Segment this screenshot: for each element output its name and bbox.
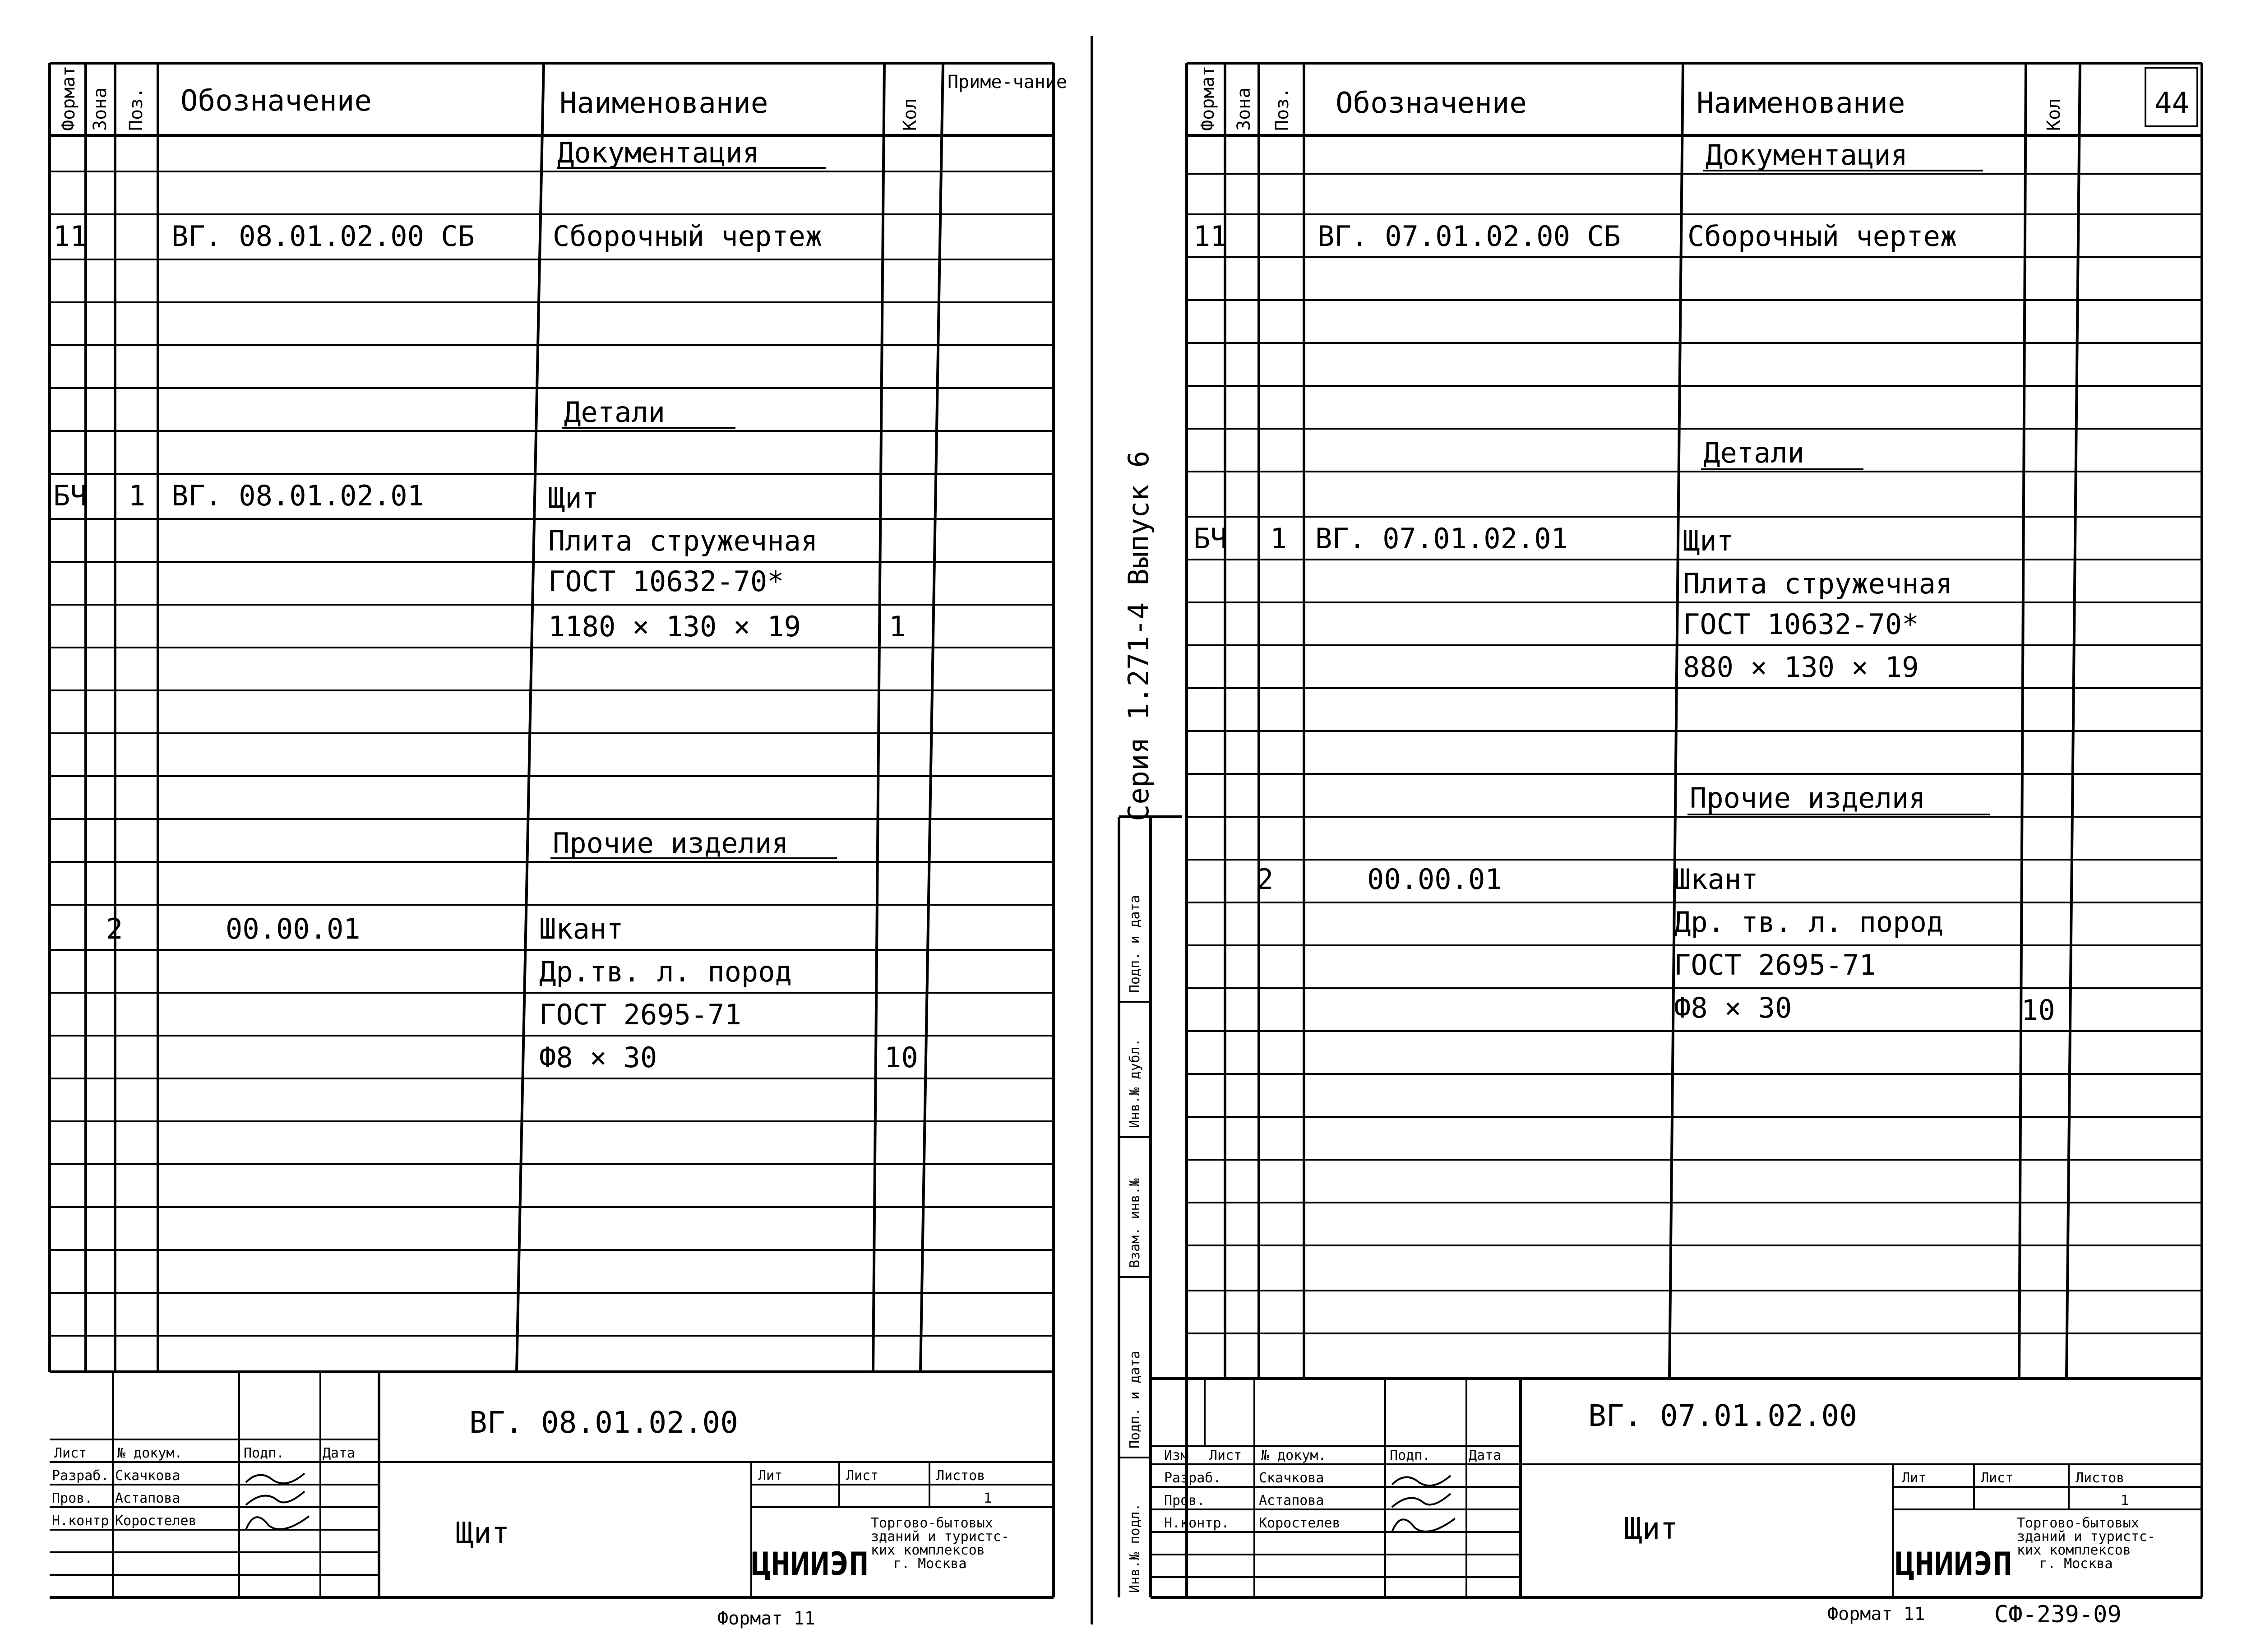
right-person-normcontrol: Коростелев [1259,1515,1341,1531]
right-row-name: Плита стружечная [1683,567,1953,600]
right-org-logo: ЦНИИЭП [1895,1546,2012,1583]
right-col-sign: Подп. [1390,1448,1431,1463]
right-row-name: Др. тв. л. пород [1674,906,1944,939]
right-sheets-value: 1 [2121,1493,2129,1509]
header-qty: Кол [2043,98,2064,131]
right-row-name: Ф8 × 30 [1674,991,1792,1024]
right-doc-code: ВГ. 07.01.02.00 [1588,1398,1858,1433]
left-col-date: Дата [323,1445,356,1461]
right-row-designation: 00.00.01 [1367,863,1502,896]
left-org-line1: Торгово-бытовых [871,1515,993,1531]
right-org-line3: ких комплексов [2017,1542,2131,1558]
page-number: 44 [2154,87,2190,120]
left-role-checker: Пров. [52,1490,93,1506]
right-col-date: Дата [1469,1448,1502,1463]
right-role-normcontrol: Н.контр. [1164,1515,1230,1531]
right-row-name: Щит [1683,524,1734,557]
header-zone: Зона [90,87,111,131]
left-row-name: Др.тв. л. пород [539,955,792,988]
right-person-checker: Астапова [1259,1493,1324,1509]
archive-code: СФ-239-09 [1994,1601,2122,1628]
right-title-block [1151,1379,2202,1597]
right-page [1151,63,2202,1628]
right-org-line1: Торгово-бытовых [2017,1515,2139,1531]
header-zone: Зона [1234,87,1254,131]
left-row-designation: ВГ. 08.01.02.00 СБ [171,220,475,253]
right-format-label: Формат 11 [1827,1604,1925,1624]
left-format-label: Формат 11 [717,1608,815,1629]
header-pos: Поз. [126,87,147,131]
left-page [50,63,1067,1629]
left-row-name: Шкант [539,912,624,945]
left-sheets-label: Листов [936,1468,985,1484]
left-row-pos: 1 [129,479,146,512]
stamp-replace-inv: Взам. инв.№ [1127,1178,1143,1268]
right-col-sheet: Лист [1209,1448,1242,1463]
left-lit-label: Лит [758,1468,783,1484]
right-col-docnum: № докум. [1261,1448,1327,1463]
header-note: Приме-чание [948,72,1067,93]
left-row-name: 1180 × 130 × 19 [548,610,801,643]
right-person-developer: Скачкова [1259,1470,1324,1486]
left-title-block [50,1372,1054,1597]
right-item-name: Щит [1624,1511,1678,1546]
right-row-pos: 1 [1270,522,1287,555]
left-org-line4: г. Москва [893,1556,967,1572]
right-section-other: Прочие изделия [1690,782,1926,814]
right-org-line4: г. Москва [2039,1556,2113,1572]
side-stamp [1119,451,1182,1597]
right-section-parts: Детали [1703,436,1804,469]
right-lit-label: Лит [1902,1470,1927,1486]
header-name: Наименование [559,87,768,120]
right-role-developer: Разраб. [1164,1470,1221,1486]
right-row-name: ГОСТ 2695-71 [1674,949,1876,981]
left-section-parts: Детали [564,396,665,429]
right-role-checker: Пров. [1164,1493,1205,1509]
left-col-sheet: Лист [54,1445,87,1461]
left-role-developer: Разраб. [52,1468,109,1484]
header-format: Формат [58,65,79,131]
left-signature-1 [246,1473,305,1483]
stamp-sign-date-top: Подп. и дата [1127,895,1143,993]
left-row-name: ГОСТ 2695-71 [539,998,741,1031]
left-doc-code: ВГ. 08.01.02.00 [469,1405,739,1440]
left-col-sign: Подп. [244,1445,285,1461]
header-qty: Кол [900,98,920,131]
left-signature-2 [246,1491,305,1505]
left-role-normcontrol: Н.контр. [52,1513,117,1529]
left-row-name: Щит [548,481,599,514]
left-row-qty: 1 [889,610,906,643]
header-format: Формат [1197,65,1218,131]
left-row-designation: 00.00.01 [226,912,361,945]
header-name: Наименование [1697,87,1905,120]
left-person-normcontrol: Коростелев [115,1513,197,1529]
left-row-format: БЧ [53,479,87,512]
right-section-docs: Документация [1706,139,1908,171]
series-label: Серия 1.271-4 Выпуск 6 [1122,450,1155,821]
right-sheets-label: Листов [2076,1470,2125,1486]
right-row-lines [1187,174,2202,1333]
right-row-designation: ВГ. 07.01.02.01 [1315,522,1568,555]
left-row-pos: 2 [106,912,123,945]
left-section-docs: Документация [557,136,759,169]
left-row-qty: 10 [884,1041,918,1074]
left-section-other: Прочие изделия [553,827,789,860]
left-org-logo: ЦНИИЭП [751,1546,869,1583]
left-item-name: Щит [456,1516,510,1550]
left-row-name: Плита стружечная [548,524,818,557]
left-row-name: ГОСТ 10632-70* [548,565,784,598]
right-row-qty: 10 [2021,994,2055,1027]
left-person-developer: Скачкова [115,1468,180,1484]
header-designation: Обозначение [180,84,372,118]
right-row-designation: ВГ. 07.01.02.00 СБ [1318,220,1621,253]
left-row-format: 11 [53,220,87,253]
left-col-docnum: № докум. [117,1445,183,1461]
right-row-name: Сборочный чертеж [1687,220,1957,253]
right-row-format: БЧ [1193,522,1227,555]
right-sheet-label: Лист [1981,1470,2014,1486]
left-row-designation: ВГ. 08.01.02.01 [171,479,424,512]
right-row-format: 11 [1193,220,1227,253]
right-signature-2 [1392,1494,1451,1507]
left-sheets-value: 1 [984,1490,992,1506]
header-designation: Обозначение [1336,87,1527,120]
stamp-inv-dup: Инв.№ дубл. [1127,1038,1143,1128]
right-row-name: ГОСТ 10632-70* [1683,608,1919,641]
right-signature-1 [1392,1476,1451,1485]
left-sheet-label: Лист [846,1468,879,1484]
stamp-sign-date-bottom: Подп. и дата [1127,1351,1143,1448]
right-row-name: 880 × 130 × 19 [1683,651,1919,684]
left-org-line2: зданий и туристс- [871,1529,1010,1545]
right-org-line2: зданий и туристс- [2017,1529,2156,1545]
stamp-inv-orig: Инв.№ подл. [1127,1503,1143,1593]
left-row-name: Ф8 × 30 [539,1041,657,1074]
header-pos: Поз. [1272,87,1293,131]
left-person-checker: Астапова [115,1490,180,1506]
right-col-change: Изм [1164,1448,1189,1463]
right-signature-3 [1392,1518,1455,1532]
left-row-lines [50,171,1054,1336]
right-row-pos: 2 [1257,863,1274,896]
left-signature-3 [246,1516,309,1530]
left-row-name: Сборочный чертеж [553,220,823,253]
right-row-name: Шкант [1674,863,1758,896]
left-org-line3: ких комплексов [871,1542,985,1558]
